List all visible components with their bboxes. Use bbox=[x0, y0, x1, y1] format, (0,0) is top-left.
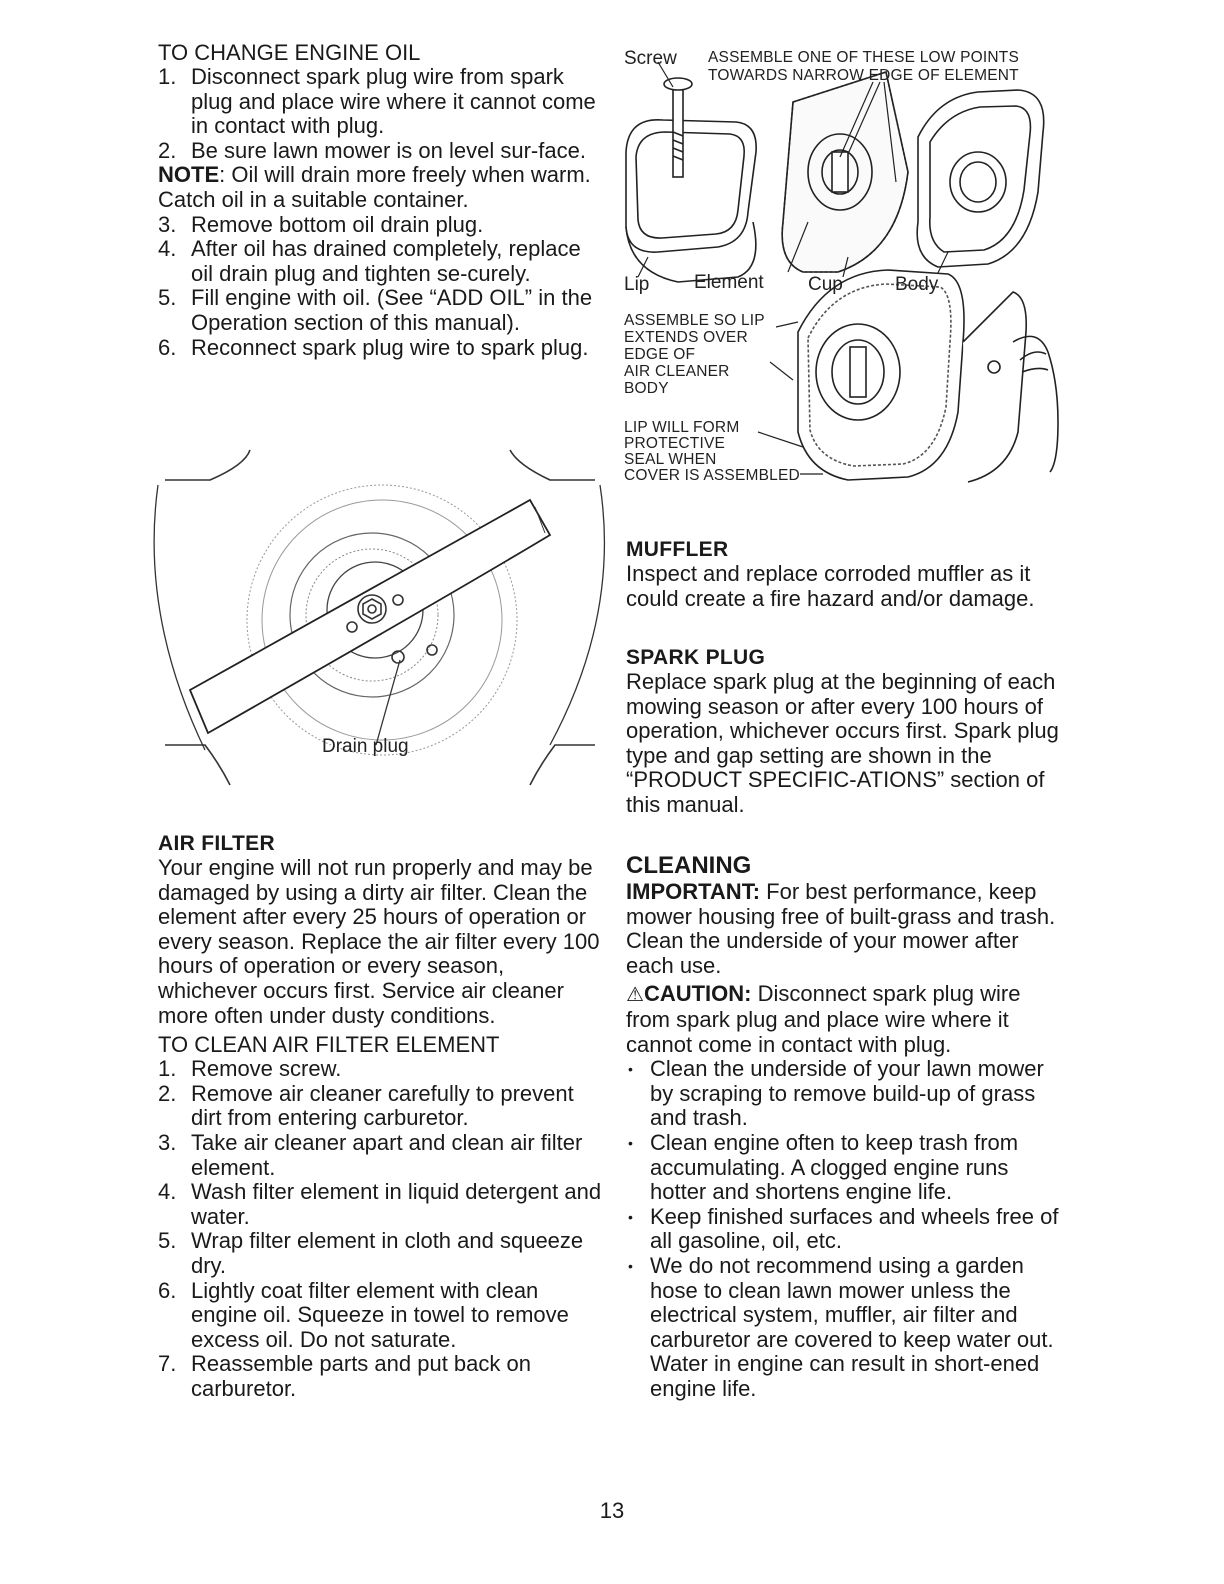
step-number: 4. bbox=[158, 1179, 177, 1205]
spark-plug-title: SPARK PLUG bbox=[626, 646, 766, 669]
low-points-note-line2: TOWARDS NARROW EDGE OF ELEMENT bbox=[708, 67, 1019, 84]
muffler-body: Inspect and replace corroded muffler as it could create a fire hazard and/or damage. bbox=[626, 561, 1035, 611]
muffler-section bbox=[626, 538, 1066, 611]
list-item: • Clean the underside of your lawn mower by scraping to remove build-up of grass and trash. bbox=[626, 1057, 1066, 1131]
lip-note-line: EXTENDS OVER bbox=[624, 329, 748, 346]
spark-plug-section bbox=[626, 646, 1066, 818]
list-item: • Keep finished surfaces and wheels free of all gasoline, oil, etc. bbox=[626, 1205, 1066, 1254]
seal-note-line: SEAL WHEN bbox=[624, 451, 717, 468]
seal-note-line: PROTECTIVE bbox=[624, 435, 726, 452]
important-note bbox=[626, 880, 1066, 978]
list-item bbox=[158, 1057, 608, 1082]
step-number: 5. bbox=[158, 285, 177, 311]
list-item bbox=[158, 237, 608, 286]
low-points-note-line1: ASSEMBLE ONE OF THESE LOW POINTS bbox=[708, 49, 1020, 66]
lip-label: Lip bbox=[624, 274, 650, 295]
list-item bbox=[158, 1352, 608, 1401]
step-text: After oil has drained completely, replace oil drain plug and tighten se-curely. bbox=[191, 236, 581, 286]
element-label: Element bbox=[694, 272, 764, 293]
step-text: Wash filter element in liquid detergent and water. bbox=[191, 1179, 602, 1229]
lip-note-line: EDGE OF bbox=[624, 346, 696, 363]
list-item bbox=[158, 213, 608, 238]
list-item bbox=[158, 1180, 608, 1229]
air-cleaner-figure bbox=[618, 42, 1070, 494]
list-item bbox=[158, 286, 608, 335]
change-oil-steps-continued bbox=[158, 213, 608, 361]
list-item bbox=[158, 1082, 608, 1131]
warning-triangle-icon: ⚠ bbox=[626, 984, 644, 1007]
step-number: 4. bbox=[158, 236, 177, 262]
step-text: Reassemble parts and put back on carburetor. bbox=[191, 1351, 531, 1401]
step-number: 6. bbox=[158, 334, 177, 360]
screw-label: Screw bbox=[624, 48, 677, 69]
cleaning-bullets bbox=[626, 1057, 1066, 1401]
important-text: For best performance, keep mower housing free of built-grass and trash. Clean the underside of your mower after each use. bbox=[626, 879, 1056, 978]
page-number: 13 bbox=[599, 1498, 625, 1523]
step-number: 3. bbox=[158, 211, 177, 237]
seal-note-line: LIP WILL FORM bbox=[624, 419, 740, 436]
step-number: 1. bbox=[158, 64, 177, 89]
clean-air-filter-heading: TO CLEAN AIR FILTER ELEMENT bbox=[158, 1032, 500, 1058]
list-item: • Clean engine often to keep trash from accumulating. A clogged engine runs hotter and shortens engine life. bbox=[626, 1131, 1066, 1205]
caution-text: Disconnect spark plug wire from spark plug and place wire where it cannot come in contact with plug. bbox=[626, 981, 1021, 1057]
oil-note bbox=[158, 163, 608, 212]
drain-plug-figure bbox=[150, 445, 610, 790]
step-text: Remove bottom oil drain plug. bbox=[191, 211, 484, 237]
air-filter-body: Your engine will not run properly and may be damaged by using a dirty air filter. Clean the element after every 25 hours of operation or every season. Replace the air filter every 100 hours of operation or every season, whichever occurs first. Service air cleaner more often under dusty conditions. bbox=[158, 855, 600, 1028]
lip-note-line: ASSEMBLE SO LIP bbox=[624, 312, 765, 329]
note-label: NOTE bbox=[158, 162, 220, 188]
step-text: Reconnect spark plug wire to spark plug. bbox=[191, 334, 589, 360]
step-text: Remove air cleaner carefully to prevent dirt from entering carburetor. bbox=[191, 1080, 574, 1131]
step-text: Wrap filter element in cloth and squeeze dry. bbox=[191, 1228, 584, 1278]
step-number: 6. bbox=[158, 1277, 177, 1303]
step-number: 7. bbox=[158, 1351, 177, 1377]
lip-note-line: BODY bbox=[624, 380, 669, 397]
step-text: Remove screw. bbox=[191, 1056, 342, 1082]
clean-air-filter-steps bbox=[158, 1057, 608, 1401]
important-label: IMPORTANT: bbox=[626, 879, 761, 904]
cleaning-title: CLEANING bbox=[626, 852, 752, 879]
note-text: : Oil will drain more freely when warm. Catch oil in a suitable container. bbox=[158, 162, 591, 212]
caution-label: CAUTION: bbox=[643, 981, 752, 1007]
step-text: Lightly coat filter element with clean engine oil. Squeeze in towel to remove excess oil. Do not saturate. bbox=[191, 1277, 569, 1352]
step-text: Fill engine with oil. (See “ADD OIL” in the Operation section of this manual). bbox=[191, 285, 593, 335]
list-item bbox=[158, 1229, 608, 1278]
list-item bbox=[158, 139, 608, 164]
step-number: 3. bbox=[158, 1129, 177, 1155]
left-column bbox=[158, 40, 608, 360]
change-oil-steps bbox=[158, 65, 608, 163]
step-text: Take air cleaner apart and clean air filter element. bbox=[191, 1129, 583, 1180]
air-filter-title: AIR FILTER bbox=[158, 832, 275, 855]
air-filter-section bbox=[158, 832, 608, 1401]
list-item bbox=[158, 336, 608, 361]
list-item bbox=[158, 1131, 608, 1180]
cup-label: Cup bbox=[808, 274, 843, 295]
step-number: 2. bbox=[158, 137, 177, 163]
cleaning-section bbox=[626, 852, 1066, 1401]
step-number: 2. bbox=[158, 1080, 177, 1106]
step-text: Disconnect spark plug wire from spark plug and place wire where it cannot come in contact with plug. bbox=[191, 64, 596, 139]
muffler-title: MUFFLER bbox=[626, 538, 729, 561]
lip-note-line: AIR CLEANER bbox=[624, 363, 730, 380]
step-number: 5. bbox=[158, 1228, 177, 1254]
step-number: 1. bbox=[158, 1056, 177, 1082]
body-label: Body bbox=[895, 274, 939, 295]
list-item: • We do not recommend using a garden hose to clean lawn mower unless the electrical system, muffler, air filter and carburetor are covered to keep water out. Water in engine can result in short-ened engine life. bbox=[626, 1254, 1066, 1402]
drain-plug-label: Drain plug bbox=[322, 736, 409, 757]
step-text: Be sure lawn mower is on level sur-face. bbox=[191, 137, 586, 163]
list-item bbox=[158, 65, 608, 139]
caution-note bbox=[626, 982, 1066, 1057]
seal-note-line: COVER IS ASSEMBLED bbox=[624, 467, 800, 484]
list-item bbox=[158, 1279, 608, 1353]
change-oil-heading: TO CHANGE ENGINE OIL bbox=[158, 40, 421, 65]
spark-plug-body: Replace spark plug at the beginning of each mowing season or after every 100 hours of operation, whichever occurs first. Spark plug type and gap setting are shown in the “PRODUCT SPECIFIC-ATIONS” section of this manual. bbox=[626, 669, 1059, 817]
